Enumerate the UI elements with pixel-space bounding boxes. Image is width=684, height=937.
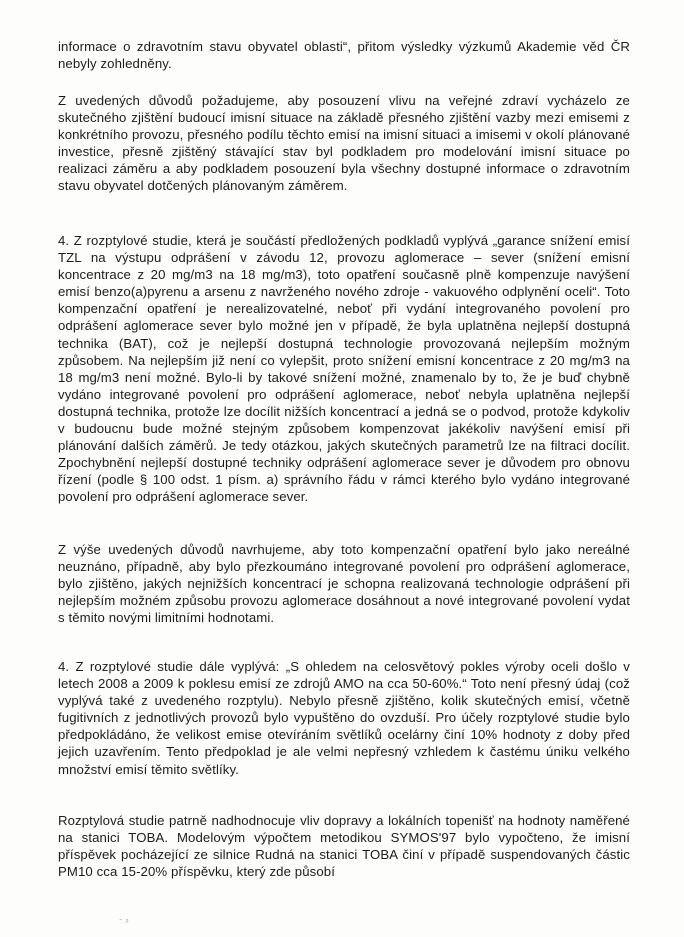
paragraph-dispersion-study: Rozptylová studie patrně nadhodnocuje vliv dopravy a lokálních topenišť na hodnoty naměřené na stanici TOBA. Modelovým výpočtem metodikou SYMOS'97 bylo vypočteno, že imisní příspěvek pocházející ze silnice Rudná na stanici TOBA činí v případě suspendovaných částic PM10 cca 15-20% příspěvku, který zde působí [58,813,630,880]
paragraph-point-4-compensation: 4. Z rozptylové studie, která je součástí předložených podkladů vyplývá „garance snížení emisí TZL na výstupu odprášení v závodu 12, provozu aglomerace – sever (snížení emisní koncentrace z 20 mg/m3 na 18 mg/m3), toto opatření současně plně kompenzuje navýšení emisí benzo(a)pyrenu a arsenu z navrženého nového zdroje - vakuového odplynění oceli“. Toto kompenzační opatření je nerealizovatelné, neboť při vydání integrovaného povolení pro odprášení aglomerace sever bylo možné jen v případě, že byla uplatněna nejlepší dostupná technika (BAT), což je nejlepší dostupná technologie provozovaná nejlepším možným způsobem. Na nejlepším již není co vylepšit, proto snížení emisní koncentrace z 20 mg/m3 na 18 mg/m3 není možné. Bylo-li by takové snížení možné, znamenalo by to, že je buď chybně vydáno integrované povolení pro odprášení aglomerace, neboť nebyla uplatněna nejlepší dostupná technika, protože lze docílit nižších koncentrací a jedná se o podvod, protože kdykoliv v budoucnu bude možné stejným způsobem kompenzovat jakékoliv navýšení emisí při plánování dalších záměrů. Je tedy otázkou, jakých skutečných parametrů lze na filtraci docílit. Zpochybnění nejlepší dostupné techniky odprášení aglomerace sever je důvodem pro obnovu řízení (podle § 100 odst. 1 písm. a) správního řádu v rámci kterého bylo vydáno integrované povolení pro odprášení aglomerace sever. [58,233,630,505]
paragraph-continuation: informace o zdravotním stavu obyvatel oblasti“, přitom výsledky výzkumů Akademie věd ČR nebyly zohledněny. [58,39,630,72]
paragraph-proposal: Z výše uvedených důvodů navrhujeme, aby toto kompenzační opatření bylo jako nereálné neuznáno, případně, aby bylo přezkoumáno integrované povolení pro odprášení aglomerace, bylo zjištěno, jakých nejnižších koncentrací je schopna realizovaná technologie odprášení při nejlepším možném způsobu provozu aglomerace dosáhnout a nové integrované povolení vydat s těmito novými limitními hodnotami. [58,542,630,626]
paragraph-requirement: Z uvedených důvodů požadujeme, aby posouzení vlivu na veřejné zdraví vycházelo ze skutečného zjištění budoucí imisní situace na základě přesného zjištění vazby mezi emisemi z konkrétního provozu, přesného podílu těchto emisí na imisní situaci a imisemi v okolí plánované investice, přesně zjištěný stávající stav byl podkladem pro modelování imisní situace po realizaci záměru a aby podkladem posouzení byla všechny dostupné informace o zdravotním stavu obyvatel dotčených plánovaným záměrem. [58,93,630,194]
scan-speck: ˙ ˀ [118,919,129,929]
paragraph-point-4-emissions: 4. Z rozptylové studie dále vyplývá: „S ohledem na celosvětový pokles výroby oceli došlo v letech 2008 a 2009 k poklesu emisí ze zdrojů AMO na cca 50-60%.“ Toto není přesný údaj (což vyplývá také z uvedeného rozptylu). Nebylo přesně zjištěno, kolik skutečných emisí, včetně fugitivních z jednotlivých provozů bylo vypuštěno do ovzduší. Pro účely rozptylové studie bylo předpokládáno, že velikost emise otevíráním světlíků ocelárny činí 10% hodnoty z doby před jejich uzavřením. Tento předpoklad je ale velmi nepřesný vzhledem k častému úniku velkého množství emisí těmito světlíky. [58,659,630,777]
